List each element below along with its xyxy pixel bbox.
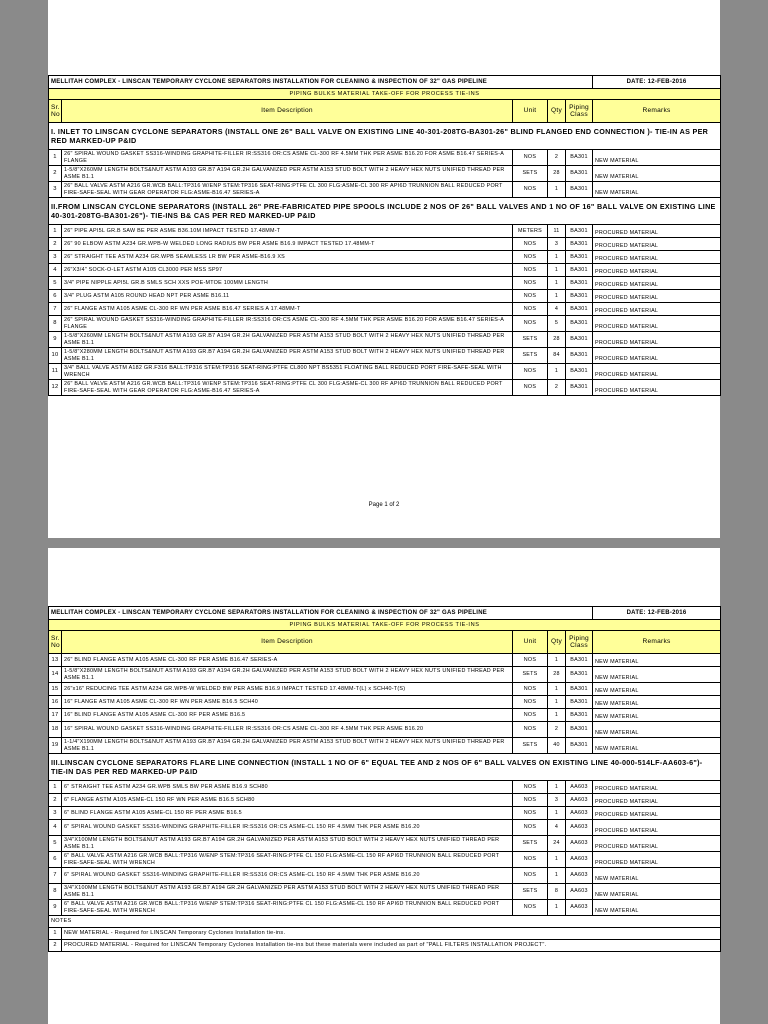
table-row [49,836,721,852]
item-qty: 2 [548,380,566,396]
item-piping-class: AA603 [566,807,593,820]
item-remarks: PROCURED MATERIAL [593,852,721,868]
item-piping-class: AA603 [566,900,593,916]
item-qty: 1 [548,696,566,709]
table-row [49,807,721,820]
column-header-row [49,100,721,123]
item-sr-no: 14 [49,667,62,683]
item-description: 1-5/8"X280MM LENGTH BOLTS&NUT ASTM A193 GR.B7 A194 GR.2H GALVANIZED PER ASTM A153 STUD BOLT WITH 2 HEAVY HEX NUTS UNIFIED THREAD PER ASME B1.1 [62,667,513,683]
item-sr-no: 7 [49,303,62,316]
item-sr-no: 1 [49,225,62,238]
item-qty: 28 [548,667,566,683]
item-piping-class: BA301 [566,683,593,696]
item-description: 16" BLIND FLANGE ASTM A105 ASME CL-300 RF PER ASME B16.5 [62,709,513,722]
col-sr-no: Sr. No [49,100,62,123]
item-unit: SETS [513,166,548,182]
item-unit: NOS [513,900,548,916]
item-piping-class: BA301 [566,303,593,316]
item-description: 6" SPIRAL WOUND GASKET SS316-WINDING GRAPHITE-FILLER IR:SS316 OR:CS ASME-CL 150 RF 4.5MM THK PER ASME B16.20 [62,868,513,884]
item-unit: SETS [513,667,548,683]
table-row [49,900,721,916]
table-row [49,654,721,667]
table-row [49,290,721,303]
item-remarks: NEW MATERIAL [593,696,721,709]
section-heading-row [49,123,721,150]
item-description: 6" BALL VALVE ASTM A216 GR.WCB BALL:TP316 W/ENP STEM:TP316 SEAT-RING:PTFE CL 150 FLG:ASME-CL 150 RF API6D TRUNNION BALL REDUCED PORT FIRE-SAFE-SEAL WITH WRENCH [62,900,513,916]
item-qty: 1 [548,277,566,290]
item-qty: 1 [548,290,566,303]
item-sr-no: 15 [49,683,62,696]
item-remarks: PROCURED MATERIAL [593,251,721,264]
item-remarks: NEW MATERIAL [593,884,721,900]
item-sr-no: 2 [49,794,62,807]
item-description: 3/4"X100MM LENGTH BOLTS&NUT ASTM A193 GR.B7 A194 GR.2H GALVANIZED PER ASTM A153 STUD BOLT WITH 2 HEAVY HEX NUTS UNIFIED THREAD PER ASME B1.1 [62,884,513,900]
item-qty: 8 [548,884,566,900]
item-sr-no: 8 [49,316,62,332]
item-sr-no: 18 [49,722,62,738]
item-description: 1-5/8"X260MM LENGTH BOLTS&NUT ASTM A193 GR.B7 A194 GR.2H GALVANIZED PER ASTM A153 STUD BOLT WITH 2 HEAVY HEX NUTS UNIFIED THREAD PER ASME B1.1 [62,166,513,182]
item-description: 26" 90 ELBOW ASTM A234 GR.WPB-W WELDED LONG RADIUS BW PER ASME B16.9 IMPACT TESTED 17.48MM-T [62,238,513,251]
item-description: 6" FLANGE ASTM A105 ASME-CL 150 RF WN PER ASME B16.5 SCH80 [62,794,513,807]
document-title-row [49,76,721,89]
sheet-page-1 [48,0,720,538]
table-row [49,303,721,316]
item-unit: NOS [513,380,548,396]
item-description: 6" STRAIGHT TEE ASTM A234 GR.WPB SMLS BW PER ASME B16.9 SCH80 [62,781,513,794]
note-row [49,940,721,952]
item-piping-class: BA301 [566,150,593,166]
section-heading: II.FROM LINSCAN CYCLONE SEPARATORS (INSTALL 26" PRE-FABRICATED PIPE SPOOLS INCLUDE 2 NOS OF 26" BALL VALVES AND 1 NO OF 16" BALL VALVE ON EXISTING LINE 40-301-208TG-BA301-26")- TIE-INS B& CAS PER RED MARKED-UP P&ID [49,198,721,225]
item-sr-no: 3 [49,182,62,198]
item-sr-no: 13 [49,654,62,667]
document-date: DATE: 12-FEB-2016 [593,607,721,620]
col-unit: Unit [513,631,548,654]
item-sr-no: 11 [49,364,62,380]
col-qty: Qty [548,100,566,123]
table-row [49,738,721,754]
item-qty: 84 [548,348,566,364]
table-row [49,696,721,709]
item-description: 6" BALL VALVE ASTM A216 GR.WCB BALL:TP316 W/ENP STEM:TP316 SEAT-RING:PTFE CL 150 FLG:ASME-CL 150 RF API6D TRUNNION BALL REDUCED PORT FIRE-SAFE-SEAL WITH WRENCH [62,852,513,868]
mto-table-page-2 [48,606,721,952]
item-piping-class: BA301 [566,277,593,290]
table-row [49,264,721,277]
item-description: 26" BALL VALVE ASTM A216 GR.WCB BALL:TP316 W/ENP STEM:TP316 SEAT-RING:PTFE CL 300 FLG:ASME-CL 300 RF API6D TRUNNION BALL REDUCED PORT FIRE-SAFE-SEAL WITH GEAR OPERATOR FLG:ASME-B16.47 SERIES-A [62,182,513,198]
item-piping-class: AA603 [566,852,593,868]
item-unit: NOS [513,696,548,709]
document-subtitle: PIPING BULKS MATERIAL TAKE-OFF FOR PROCESS TIE-INS [49,89,721,100]
item-piping-class: BA301 [566,696,593,709]
col-item-description: Item Description [62,631,513,654]
item-qty: 28 [548,332,566,348]
item-sr-no: 7 [49,868,62,884]
sheet-page-2 [48,548,720,1024]
table-row [49,884,721,900]
item-piping-class: AA603 [566,868,593,884]
subtitle-row [49,89,721,100]
item-sr-no: 3 [49,251,62,264]
item-remarks: PROCURED MATERIAL [593,794,721,807]
item-sr-no: 5 [49,836,62,852]
item-unit: SETS [513,332,548,348]
note-row [49,928,721,940]
item-piping-class: BA301 [566,738,593,754]
table-row [49,182,721,198]
table-row [49,794,721,807]
note-text: NEW MATERIAL - Required for LINSCAN Temporary Cyclones Installation tie-ins. [62,928,721,940]
table-row [49,150,721,166]
subtitle-row [49,620,721,631]
table-row [49,868,721,884]
col-remarks: Remarks [593,100,721,123]
item-unit: NOS [513,781,548,794]
item-remarks: PROCURED MATERIAL [593,364,721,380]
item-unit: NOS [513,251,548,264]
item-unit: NOS [513,316,548,332]
note-text: PROCURED MATERIAL - Required for LINSCAN Temporary Cyclones Installation tie-ins but these materials were included as part of "PALL FILTERS INSTALLATION PROJECT". [62,940,721,952]
item-piping-class: BA301 [566,348,593,364]
item-unit: NOS [513,182,548,198]
item-description: 1-5/8"X280MM LENGTH BOLTS&NUT ASTM A193 GR.B7 A194 GR.2H GALVANIZED PER ASTM A153 STUD BOLT WITH 2 HEAVY HEX NUTS UNIFIED THREAD PER ASME B1.1 [62,348,513,364]
item-remarks: PROCURED MATERIAL [593,781,721,794]
item-piping-class: BA301 [566,667,593,683]
item-remarks: PROCURED MATERIAL [593,348,721,364]
item-remarks: PROCURED MATERIAL [593,332,721,348]
item-qty: 1 [548,364,566,380]
item-unit: NOS [513,290,548,303]
item-remarks: PROCURED MATERIAL [593,380,721,396]
item-piping-class: BA301 [566,238,593,251]
item-description: 6" BLIND FLANGE ASTM A105 ASME-CL 150 RF PER ASME B16.5 [62,807,513,820]
item-sr-no: 17 [49,709,62,722]
item-description: 16" FLANGE ASTM A105 ASME CL-300 RF WN PER ASME B16.5 SCH40 [62,696,513,709]
item-qty: 4 [548,303,566,316]
item-remarks: PROCURED MATERIAL [593,820,721,836]
item-sr-no: 8 [49,884,62,900]
notes-heading-row [49,916,721,928]
item-unit: NOS [513,264,548,277]
item-unit: NOS [513,654,548,667]
table-row [49,781,721,794]
item-remarks: NEW MATERIAL [593,722,721,738]
item-qty: 1 [548,900,566,916]
item-sr-no: 3 [49,807,62,820]
item-unit: NOS [513,722,548,738]
item-remarks: NEW MATERIAL [593,683,721,696]
item-remarks: NEW MATERIAL [593,868,721,884]
item-description: 1-1/4"X190MM LENGTH BOLTS&NUT ASTM A193 GR.B7 A194 GR.2H GALVANIZED PER ASTM A153 STUD BOLT WITH 2 HEAVY HEX NUTS UNIFIED THREAD PER ASME B1.1 [62,738,513,754]
item-remarks: PROCURED MATERIAL [593,303,721,316]
item-piping-class: BA301 [566,225,593,238]
item-sr-no: 16 [49,696,62,709]
item-description: 3/4" BALL VALVE ASTM A182 GR.F316 BALL:TP316 STEM:TP316 SEAT-RING:PTFE CL800 NPT BS5351 FLOATING BALL REDUCED PORT FIRE-SAFE-SEAL WITH WRENCH [62,364,513,380]
item-qty: 28 [548,166,566,182]
table-row [49,225,721,238]
item-remarks: PROCURED MATERIAL [593,316,721,332]
col-remarks: Remarks [593,631,721,654]
item-qty: 1 [548,654,566,667]
table-row [49,277,721,290]
item-piping-class: BA301 [566,264,593,277]
document-title-row [49,607,721,620]
item-sr-no: 2 [49,166,62,182]
item-piping-class: BA301 [566,332,593,348]
item-piping-class: BA301 [566,654,593,667]
document-title: MELLITAH COMPLEX - LINSCAN TEMPORARY CYCLONE SEPARATORS INSTALLATION FOR CLEANING & INSPECTION OF 32" GAS PIPELINE [49,607,593,620]
column-header-row [49,631,721,654]
item-piping-class: BA301 [566,251,593,264]
table-row [49,251,721,264]
item-remarks: PROCURED MATERIAL [593,277,721,290]
item-qty: 1 [548,182,566,198]
col-piping-class: Piping Class [566,631,593,654]
item-description: 26" SPIRAL WOUND GASKET SS316-WINDING GRAPHITE-FILLER IR:SS316 OR:CS ASME CL-300 RF 4.5MM THK PER ASME B16.20 FOR ASME B16.47 SERIES-A FLANGE [62,150,513,166]
mto-table-page-1 [48,75,721,396]
item-qty: 5 [548,316,566,332]
item-piping-class: BA301 [566,166,593,182]
item-description: 3/4" PIPE NIPPLE API5L GR.B SMLS SCH XXS POE-MTOE 100MM LENGTH [62,277,513,290]
item-remarks: NEW MATERIAL [593,667,721,683]
table-row [49,332,721,348]
item-unit: NOS [513,150,548,166]
item-sr-no: 10 [49,348,62,364]
item-unit: METERS [513,225,548,238]
item-description: 26" BLIND FLANGE ASTM A105 ASME CL-300 RF PER ASME B16.47 SERIES-A [62,654,513,667]
section-heading: III.LINSCAN CYCLONE SEPARATORS FLARE LINE CONNECTION (INSTALL 1 NO OF 6" EQUAL TEE AND 2 NOS OF 6" BALL VALVES ON EXISTING LINE 40-000-514LF-AA603-6")- TIE-IN DAS PER RED MARKED-UP P&ID [49,754,721,781]
item-remarks: NEW MATERIAL [593,150,721,166]
item-qty: 2 [548,150,566,166]
item-unit: NOS [513,238,548,251]
item-description: 26" PIPE API5L GR.B SAW BE PER ASME B36.10M IMPACT TESTED 17.48MM-T [62,225,513,238]
item-piping-class: AA603 [566,781,593,794]
item-sr-no: 6 [49,852,62,868]
item-piping-class: BA301 [566,380,593,396]
item-description: 26" FLANGE ASTM A105 ASME CL-300 RF WN PER ASME B16.47 SERIES A 17.48MM-T [62,303,513,316]
item-unit: NOS [513,709,548,722]
item-description: 16" SPIRAL WOUND GASKET SS316-WINDING GRAPHITE-FILLER IR:SS316 OR:CS ASME CL-300 RF 4.5MM THK PER ASME B16.20 [62,722,513,738]
item-qty: 40 [548,738,566,754]
item-piping-class: BA301 [566,290,593,303]
item-remarks: PROCURED MATERIAL [593,807,721,820]
col-unit: Unit [513,100,548,123]
item-sr-no: 1 [49,150,62,166]
item-unit: NOS [513,794,548,807]
col-piping-class: Piping Class [566,100,593,123]
item-remarks: PROCURED MATERIAL [593,836,721,852]
item-remarks: NEW MATERIAL [593,182,721,198]
item-unit: NOS [513,868,548,884]
item-qty: 1 [548,868,566,884]
item-piping-class: BA301 [566,709,593,722]
col-sr-no: Sr. No [49,631,62,654]
section-heading-row [49,198,721,225]
item-description: 3/4"X100MM LENGTH BOLTS&NUT ASTM A193 GR.B7 A194 GR.2H GALVANIZED PER ASTM A153 STUD BOLT WITH 2 HEAVY HEX NUTS UNIFIED THREAD PER ASME B1.1 [62,836,513,852]
item-unit: NOS [513,820,548,836]
item-description: 26" STRAIGHT TEE ASTM A234 GR.WPB SEAMLESS LR BW PER ASME-B16.9 XS [62,251,513,264]
item-qty: 1 [548,264,566,277]
document-date: DATE: 12-FEB-2016 [593,76,721,89]
section-heading-row [49,754,721,781]
item-qty: 1 [548,807,566,820]
item-description: 26"X3/4" SOCK-O-LET ASTM A105 CL3000 PER MSS SP97 [62,264,513,277]
item-sr-no: 9 [49,900,62,916]
item-unit: NOS [513,277,548,290]
item-remarks: PROCURED MATERIAL [593,264,721,277]
notes-heading: NOTES [49,916,721,928]
item-qty: 24 [548,836,566,852]
item-qty: 1 [548,251,566,264]
item-piping-class: BA301 [566,182,593,198]
item-remarks: NEW MATERIAL [593,166,721,182]
item-unit: NOS [513,807,548,820]
item-sr-no: 12 [49,380,62,396]
table-row [49,820,721,836]
table-row [49,667,721,683]
item-sr-no: 2 [49,238,62,251]
item-remarks: PROCURED MATERIAL [593,290,721,303]
page-number: Page 1 of 2 [368,502,400,508]
item-piping-class: BA301 [566,722,593,738]
item-sr-no: 1 [49,781,62,794]
item-remarks: PROCURED MATERIAL [593,238,721,251]
item-qty: 1 [548,683,566,696]
item-qty: 2 [548,722,566,738]
item-description: 3/4" PLUG ASTM A105 ROUND HEAD NPT PER ASME B16.11 [62,290,513,303]
item-description: 26" SPIRAL WOUND GASKET SS316-WINDING GRAPHITE-FILLER IR:SS316 OR:CS ASME CL-300 RF 4.5MM THK PER ASME B16.20 FOR ASME B16.47 SERIES-A FLANGE [62,316,513,332]
section-heading: I. INLET TO LINSCAN CYCLONE SEPARATORS (INSTALL ONE 26" BALL VALVE ON EXISTING LINE 40-301-208TG-BA301-26" BLIND FLANGED END CONNECTION )- TIE-IN AS PER RED MARKED-UP P&ID [49,123,721,150]
item-unit: SETS [513,738,548,754]
item-unit: SETS [513,884,548,900]
item-sr-no: 5 [49,277,62,290]
item-description: 6" SPIRAL WOUND GASKET SS316-WINDING GRAPHITE-FILLER IR:SS316 OR:CS ASME-CL 150 RF 4.5MM THK PER ASME B16.20 [62,820,513,836]
item-qty: 1 [548,852,566,868]
col-qty: Qty [548,631,566,654]
item-sr-no: 9 [49,332,62,348]
item-description: 26" BALL VALVE ASTM A216 GR.WCB BALL:TP316 W/ENP STEM:TP316 SEAT-RING:PTFE CL 300 FLG:ASME-CL 300 RF API6D TRUNNION BALL REDUCED PORT FIRE-SAFE-SEAL WITH GEAR OPERATOR FLG:ASME-B16.47 SERIES-A [62,380,513,396]
item-qty: 1 [548,781,566,794]
item-piping-class: AA603 [566,820,593,836]
item-piping-class: BA301 [566,316,593,332]
table-row [49,316,721,332]
table-row [49,364,721,380]
item-description: 1-5/8"X260MM LENGTH BOLTS&NUT ASTM A193 GR.B7 A194 GR.2H GALVANIZED PER ASTM A153 STUD BOLT WITH 2 HEAVY HEX NUTS UNIFIED THREAD PER ASME B1.1 [62,332,513,348]
table-row [49,852,721,868]
item-description: 26"x16" REDUCING TEE ASTM A234 GR.WPB-W WELDED BW PER ASME B16.9 IMPACT TESTED 17.48MM-T(L) x SCH40-T(S) [62,683,513,696]
item-qty: 3 [548,794,566,807]
table-row [49,238,721,251]
item-unit: NOS [513,303,548,316]
item-unit: NOS [513,364,548,380]
table-row [49,348,721,364]
item-qty: 1 [548,709,566,722]
item-unit: SETS [513,348,548,364]
item-sr-no: 19 [49,738,62,754]
item-unit: NOS [513,852,548,868]
item-remarks: NEW MATERIAL [593,709,721,722]
item-piping-class: AA603 [566,884,593,900]
item-unit: SETS [513,836,548,852]
table-row [49,709,721,722]
table-row [49,722,721,738]
col-item-description: Item Description [62,100,513,123]
item-qty: 4 [548,820,566,836]
note-number: 1 [49,928,62,940]
item-piping-class: AA603 [566,836,593,852]
note-number: 2 [49,940,62,952]
table-row [49,166,721,182]
table-row [49,380,721,396]
item-remarks: NEW MATERIAL [593,654,721,667]
item-remarks: PROCURED MATERIAL [593,225,721,238]
item-remarks: NEW MATERIAL [593,900,721,916]
document-subtitle: PIPING BULKS MATERIAL TAKE-OFF FOR PROCESS TIE-INS [49,620,721,631]
item-sr-no: 4 [49,264,62,277]
item-qty: 11 [548,225,566,238]
item-qty: 3 [548,238,566,251]
document-title: MELLITAH COMPLEX - LINSCAN TEMPORARY CYCLONE SEPARATORS INSTALLATION FOR CLEANING & INSPECTION OF 32" GAS PIPELINE [49,76,593,89]
table-row [49,683,721,696]
item-piping-class: AA603 [566,794,593,807]
item-sr-no: 4 [49,820,62,836]
item-sr-no: 6 [49,290,62,303]
item-unit: NOS [513,683,548,696]
item-remarks: NEW MATERIAL [593,738,721,754]
item-piping-class: BA301 [566,364,593,380]
